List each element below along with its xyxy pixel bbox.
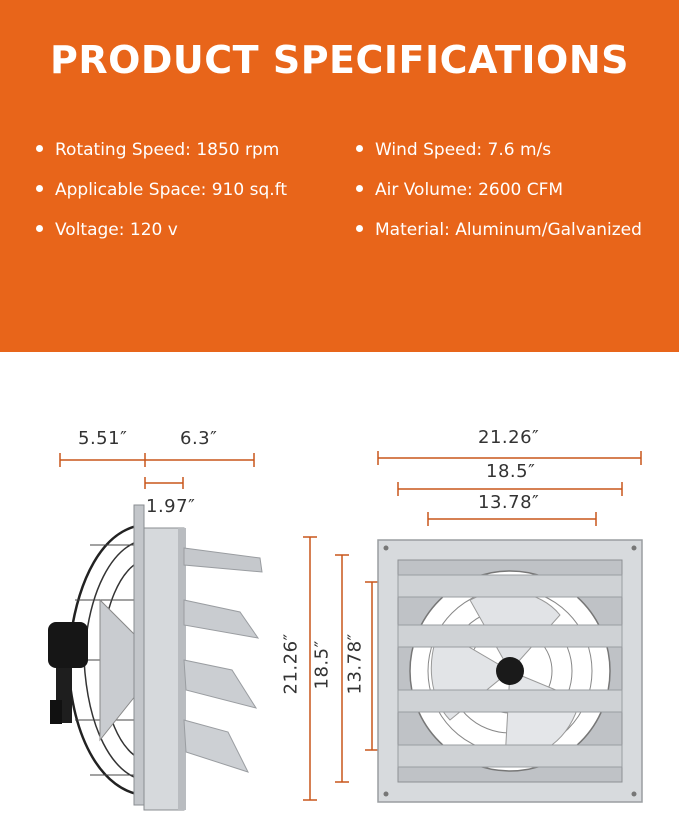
spec-material: Material: Aluminum/Galvanized	[356, 220, 642, 240]
dim-flange: 1.97″	[146, 496, 196, 517]
fan-front-view	[378, 540, 642, 802]
spec-wind-speed: Wind Speed: 7.6 m/s	[356, 140, 551, 160]
dim-height-total: 21.26″	[280, 633, 302, 695]
spec-rotating-speed: Rotating Speed: 1850 rpm	[36, 140, 279, 160]
dim-side-front: 5.51″	[78, 428, 128, 449]
dim-height-opening: 13.78″	[344, 633, 366, 695]
page-title: PRODUCT SPECIFICATIONS	[49, 38, 630, 82]
dim-height-frame: 18.5″	[311, 640, 333, 690]
spec-applicable-space: Applicable Space: 910 sq.ft	[36, 180, 287, 200]
spec-voltage: Voltage: 120 v	[36, 220, 178, 240]
fan-side-view	[48, 505, 262, 810]
dim-width-frame: 18.5″	[486, 461, 536, 482]
dim-width-total: 21.26″	[478, 427, 540, 448]
dim-side-back: 6.3″	[180, 428, 218, 449]
spec-air-volume: Air Volume: 2600 CFM	[356, 180, 563, 200]
dim-width-opening: 13.78″	[478, 492, 540, 513]
